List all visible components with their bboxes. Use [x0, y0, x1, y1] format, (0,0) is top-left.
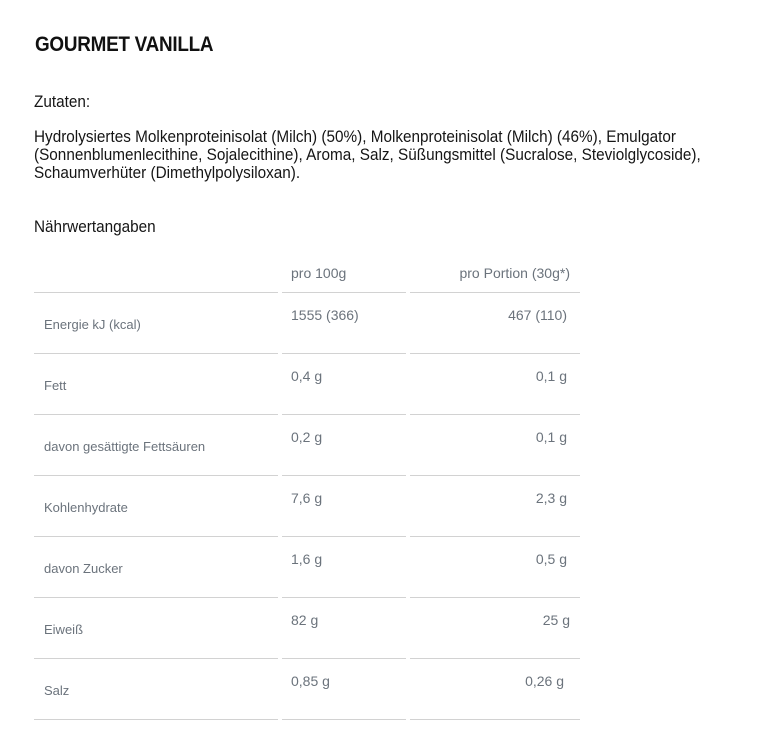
nutrient-label: Eiweiß [44, 622, 84, 637]
nutrient-label: Salz [44, 683, 70, 698]
header-cell-per-portion [410, 254, 580, 293]
value-per-100g: 1,6 g [291, 551, 323, 567]
table-row [34, 354, 580, 415]
product-title: GOURMET VANILLA [35, 33, 214, 56]
ingredients-line: (Sonnenblumenlecithine, Sojalecithine), Aroma, Salz, Süßungsmittel (Sucralose, Steviolglycoside), [34, 145, 701, 164]
value-per-portion: 0,26 g [525, 673, 564, 689]
table-row [34, 598, 580, 659]
table-row [34, 293, 580, 354]
table-row [34, 537, 580, 598]
table-row [34, 415, 580, 476]
header-cell-per-100g [282, 254, 406, 293]
nutrient-label: Energie kJ (kcal) [44, 317, 141, 332]
ingredients-line: Schaumverhüter (Dimethylpolysiloxan). [34, 163, 301, 182]
value-per-portion: 25 g [542, 612, 570, 628]
column-header-per-portion: pro Portion (30g*) [459, 265, 570, 281]
value-per-100g: 82 g [291, 612, 319, 628]
nutrient-label: davon gesättigte Fettsäuren [44, 439, 206, 454]
value-per-portion: 467 (110) [508, 307, 567, 323]
value-per-100g: 0,2 g [291, 429, 323, 445]
value-per-portion: 0,1 g [535, 368, 567, 384]
header-cell-nutrient [34, 254, 278, 293]
nutrient-label: Fett [44, 378, 67, 393]
value-per-portion: 2,3 g [535, 490, 567, 506]
value-per-portion: 0,1 g [535, 429, 567, 445]
value-per-100g: 0,4 g [291, 368, 323, 384]
ingredients-text [34, 128, 754, 182]
value-per-portion: 0,5 g [535, 551, 567, 567]
value-per-100g: 0,85 g [291, 673, 330, 689]
table-row [34, 659, 580, 720]
column-header-per-100g: pro 100g [291, 265, 347, 281]
nutrient-label: davon Zucker [44, 561, 123, 576]
value-per-100g: 1555 (366) [291, 307, 359, 323]
value-per-100g: 7,6 g [291, 490, 323, 506]
table-header-row [34, 254, 580, 293]
table-row [34, 476, 580, 537]
nutrition-heading: Nährwertangaben [34, 217, 156, 236]
nutrient-label: Kohlenhydrate [44, 500, 128, 515]
ingredients-label: Zutaten: [34, 92, 91, 111]
nutrition-table [34, 254, 580, 720]
ingredients-line: Hydrolysiertes Molkenproteinisolat (Milch) (50%), Molkenproteinisolat (Milch) (46%), Emulgator [34, 127, 676, 146]
